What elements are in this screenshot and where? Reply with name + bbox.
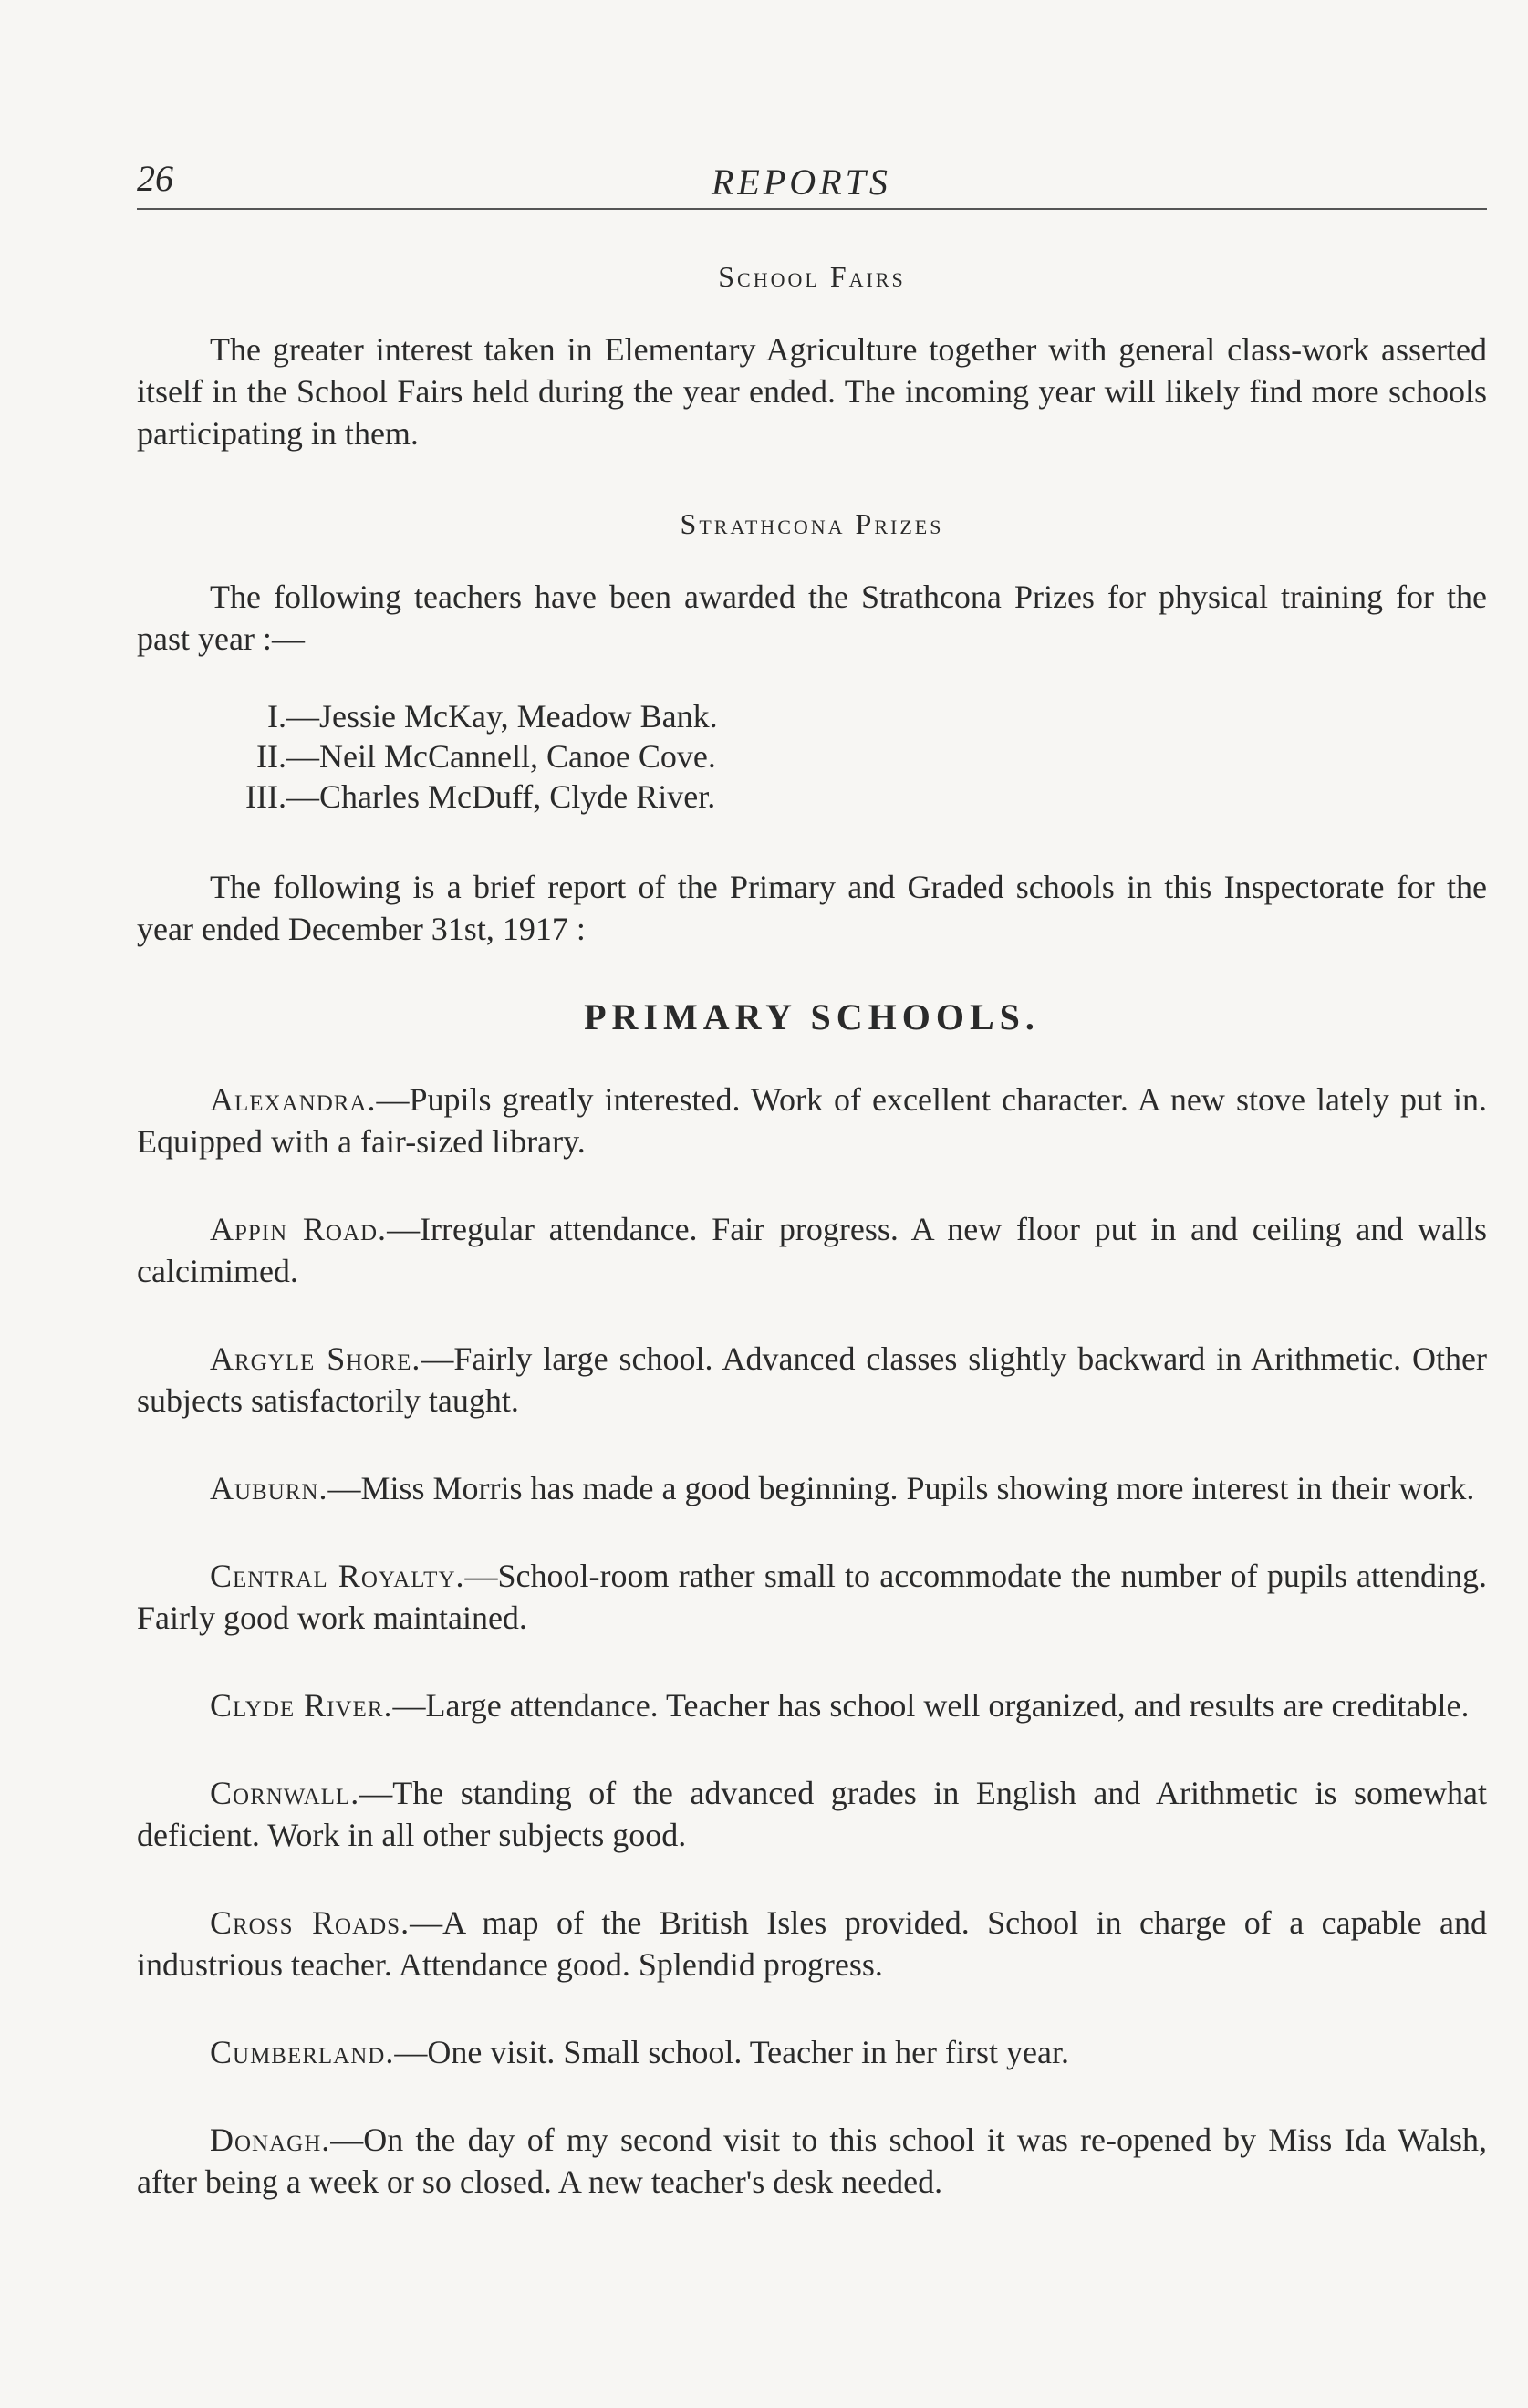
school-report: —School-room rather small to accommodate the number of pupils attending. Fairly good work maintained. — [137, 1558, 1487, 1636]
school-name: Cross Roads. — [210, 1904, 411, 1941]
school-name: Auburn. — [210, 1470, 328, 1506]
report-intro: The following is a brief report of the Primary and Graded schools in this Inspectorate for the year ended December 31st, 1917 : — [137, 869, 1487, 947]
school-name: Cumberland. — [210, 2034, 395, 2070]
school-report: —Large attendance. Teacher has school well organized, and results are creditable. — [392, 1687, 1470, 1724]
school-name: Argyle Shore. — [210, 1340, 421, 1377]
prize-winner-name: Jessie McKay, Meadow Bank. — [319, 698, 718, 735]
page-number: 26 — [137, 158, 173, 199]
school-report: —Fairly large school. Advanced classes slightly backward in Arithmetic. Other subjects satisfactorily taught. — [137, 1340, 1487, 1419]
school-entry — [137, 2031, 1487, 2073]
prize-rank: II.— — [256, 738, 319, 775]
page-body — [137, 260, 1487, 2248]
school-name: Central Royalty. — [210, 1558, 465, 1594]
strathcona-heading: Strathcona Prizes — [680, 507, 944, 540]
school-fairs-paragraph: The greater interest taken in Elementary Agriculture together with general class-work asserted itself in the School Fairs held during the year ended. The incoming year will likely find more schools participating in them. — [137, 331, 1487, 452]
school-report: —Irregular attendance. Fair progress. A new floor put in and ceiling and walls calcimimed. — [137, 1211, 1488, 1289]
strathcona-intro: The following teachers have been awarded the Strathcona Prizes for physical training for the past year :— — [137, 579, 1487, 657]
school-name: Donagh. — [210, 2121, 331, 2158]
school-entry — [137, 1338, 1487, 1422]
document-page — [137, 0, 1487, 2408]
school-report: —One visit. Small school. Teacher in her first year. — [394, 2034, 1069, 2070]
prize-rank: I.— — [267, 698, 319, 735]
header-rule — [137, 208, 1487, 210]
school-fairs-heading: School Fairs — [718, 260, 906, 293]
page-header — [137, 153, 1487, 208]
school-entry — [137, 1555, 1487, 1639]
school-report: —Miss Morris has made a good beginning. Pupils showing more interest in their work. — [327, 1470, 1475, 1506]
school-name: Clyde River. — [210, 1687, 393, 1724]
school-entry — [137, 1772, 1487, 1856]
prize-winner — [137, 777, 1487, 817]
school-name: Appin Road. — [210, 1211, 388, 1247]
school-report: —On the day of my second visit to this school it was re-opened by Miss Ida Walsh, after being a week or so closed. A new teacher's desk needed. — [137, 2121, 1487, 2200]
school-report: —The standing of the advanced grades in English and Arithmetic is somewhat deficient. Work in all other subjects good. — [137, 1775, 1487, 1853]
school-entry — [137, 1079, 1487, 1162]
school-entry — [137, 1902, 1487, 1986]
running-head: REPORTS — [712, 162, 891, 203]
school-report: —Pupils greatly interested. Work of excellent character. A new stove lately put in. Equipped with a fair-sized library. — [137, 1081, 1487, 1160]
prize-winner-name: Charles McDuff, Clyde River. — [319, 778, 716, 815]
school-entry — [137, 1684, 1487, 1726]
school-entry — [137, 2119, 1487, 2203]
prize-winner — [137, 696, 1487, 736]
school-entry — [137, 1208, 1487, 1292]
primary-schools-heading: PRIMARY SCHOOLS. — [584, 996, 1040, 1037]
prize-winners-list — [137, 696, 1487, 817]
school-name: Cornwall. — [210, 1775, 360, 1811]
school-entry — [137, 1467, 1487, 1509]
school-name: Alexandra. — [210, 1081, 377, 1118]
prize-winner-name: Neil McCannell, Canoe Cove. — [319, 738, 716, 775]
prize-winner — [137, 736, 1487, 777]
school-report: —A map of the British Isles provided. School in charge of a capable and industrious teacher. Attendance good. Splendid progress. — [137, 1904, 1487, 1983]
prize-rank: III.— — [245, 778, 319, 815]
